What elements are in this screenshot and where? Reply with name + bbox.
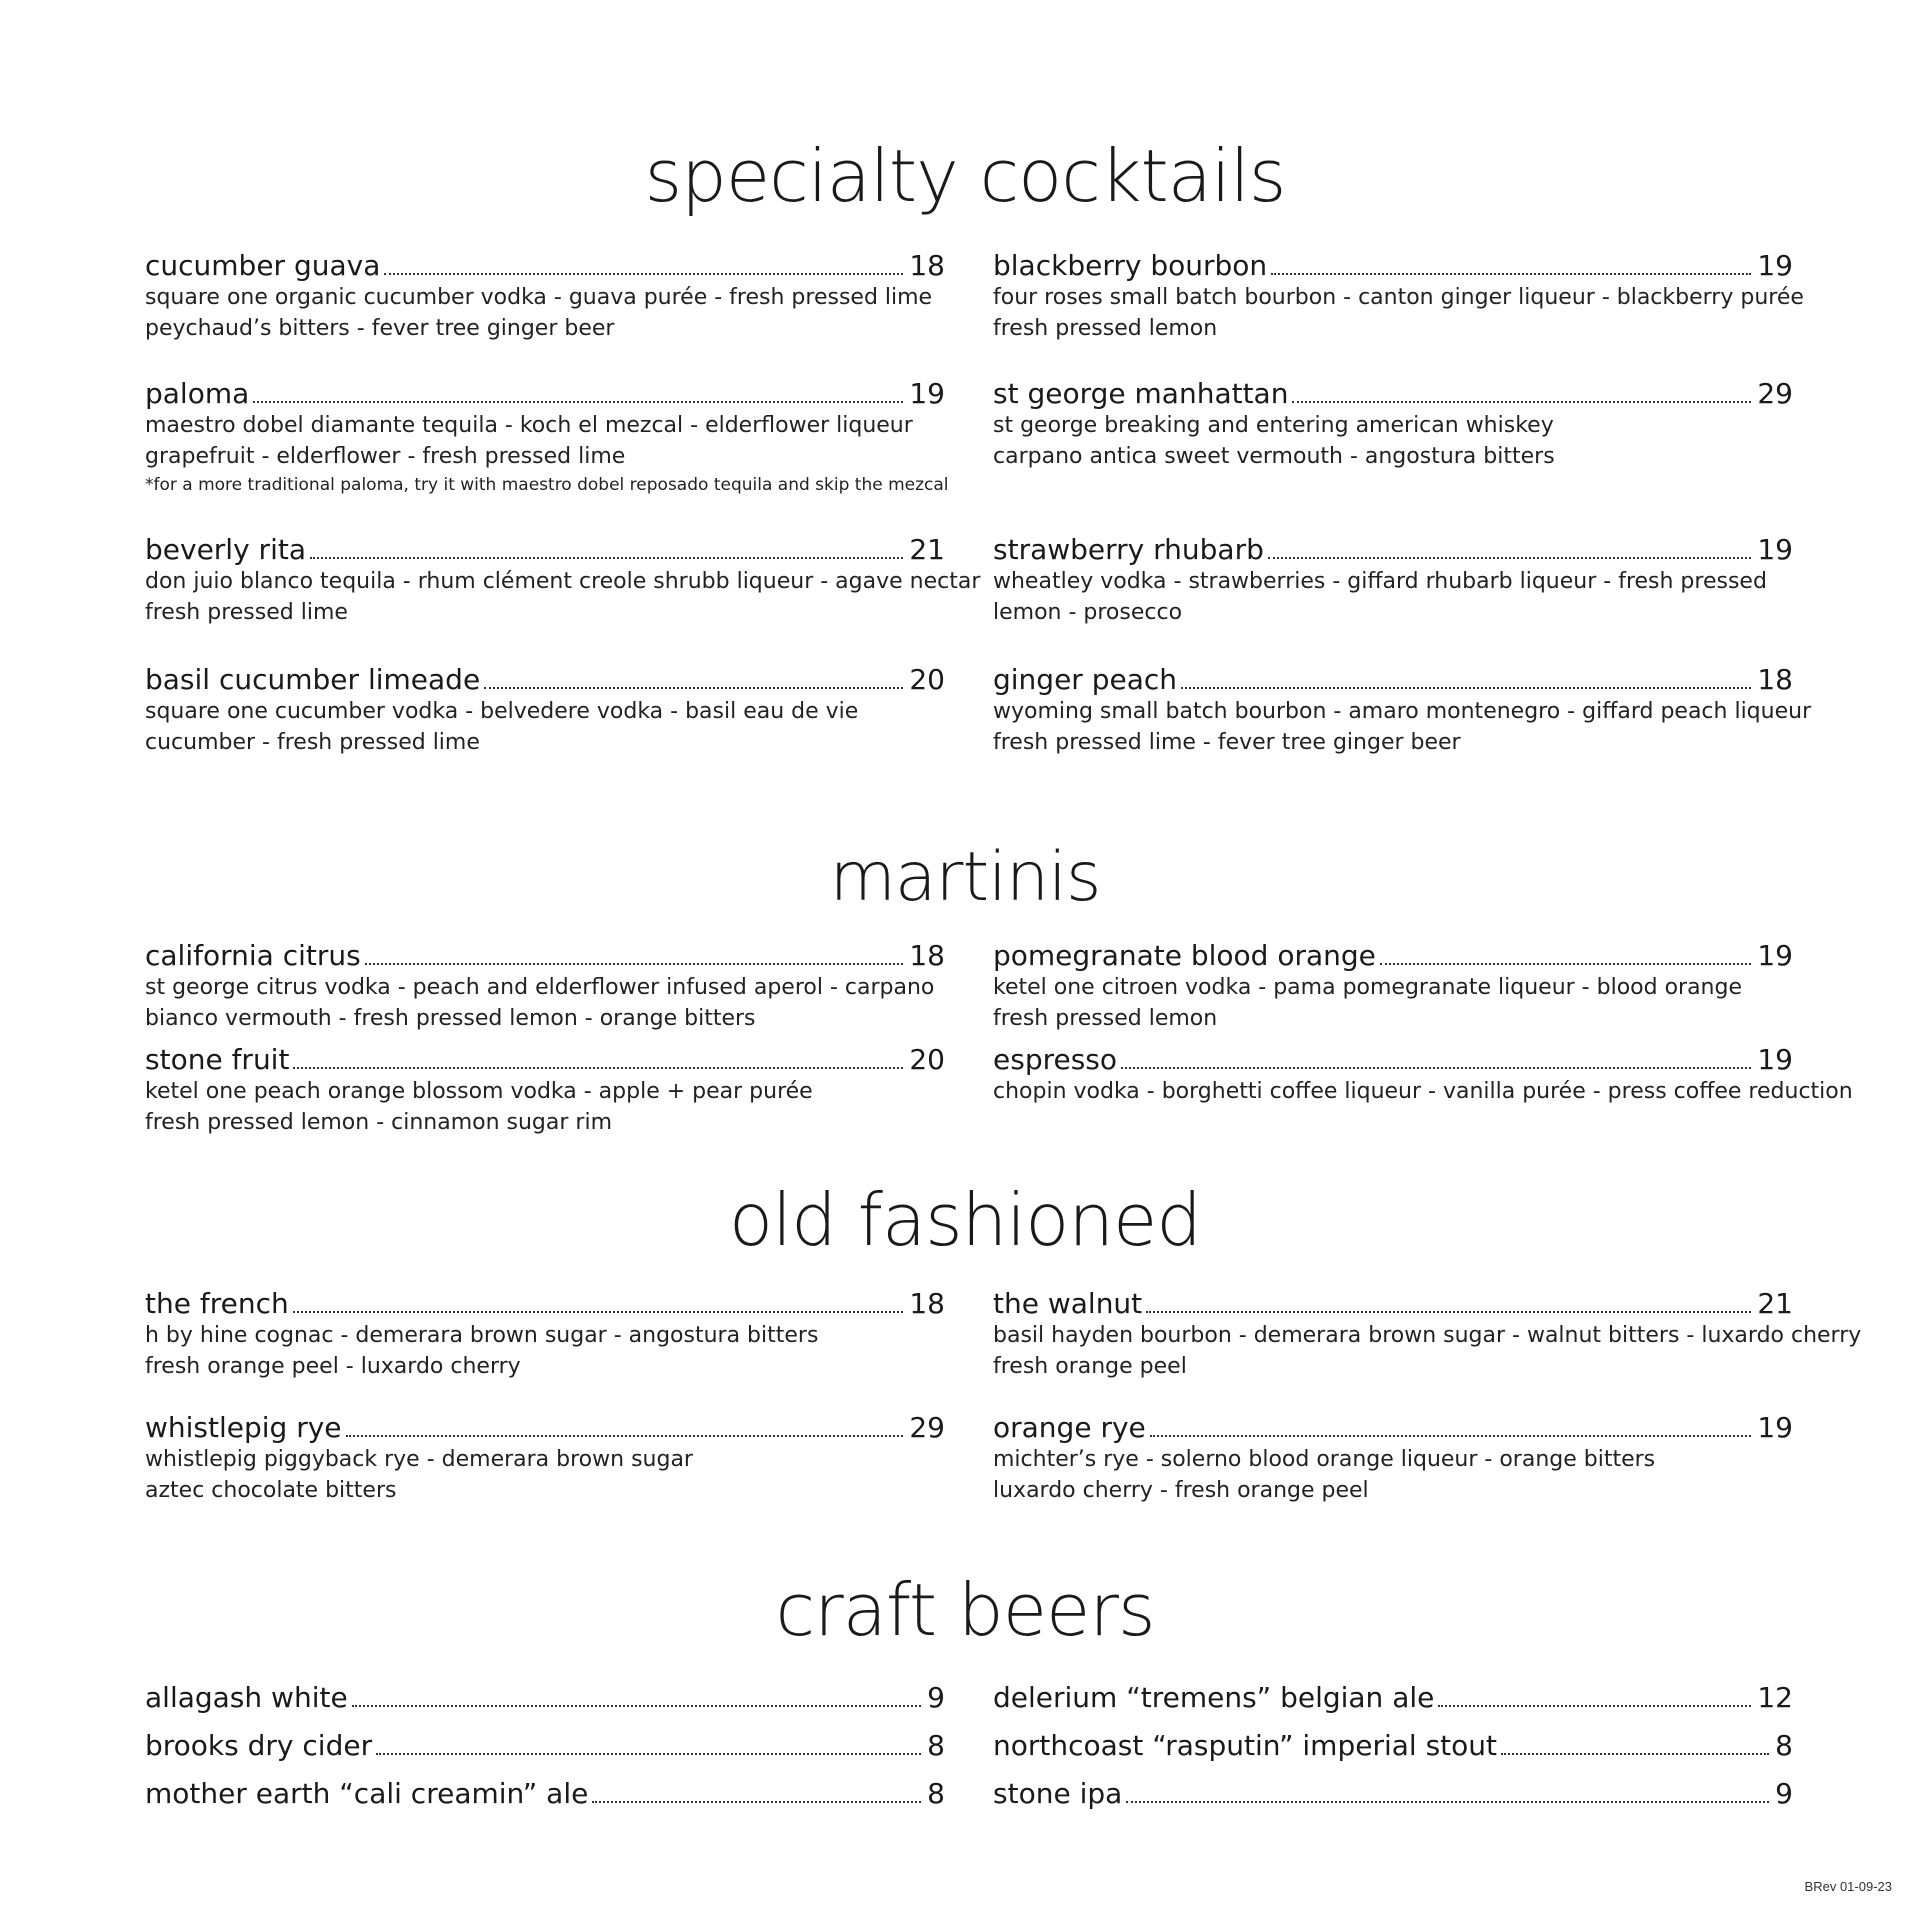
dot-leader [376,1753,921,1755]
craft-beers-grid [145,1682,1793,1811]
menu-item-brooks-dry-cider [145,1730,945,1762]
item-description: whistlepig piggyback rye - demerara brown sugar [145,1447,693,1473]
dot-leader [293,1311,904,1313]
dot-leader [1438,1705,1751,1707]
item-price: 19 [909,378,945,410]
item-description: st george breaking and entering american whiskey [993,413,1554,439]
menu-item-the-walnut [993,1288,1862,1412]
item-price: 9 [927,1682,945,1714]
item-price: 20 [909,664,945,696]
dot-leader [352,1705,922,1707]
item-description: cucumber - fresh pressed lime [145,730,480,756]
item-price: 29 [1757,378,1793,410]
menu-item-mother-earth-cali-creamin [145,1778,945,1810]
item-description: fresh orange peel - luxardo cherry [145,1354,521,1380]
martinis-grid [145,940,1853,1144]
item-description: square one organic cucumber vodka - guava purée - fresh pressed lime [145,285,933,311]
item-description: don juio blanco tequila - rhum clément creole shrubb liqueur - agave nectar [145,569,981,595]
item-description: h by hine cognac - demerara brown sugar - angostura bitters [145,1323,819,1349]
menu-item-orange-rye [993,1412,1793,1512]
item-price: 29 [909,1412,945,1444]
menu-item-ginger-peach [993,664,1812,764]
item-name: espresso [993,1044,1118,1076]
item-description: carpano antica sweet vermouth - angostura bitters [993,444,1555,470]
item-description: st george citrus vodka - peach and elderflower infused aperol - carpano [145,975,935,1001]
item-price: 18 [909,250,945,282]
menu-item-northcoast-rasputin [993,1730,1793,1762]
dot-leader [384,273,903,275]
item-name: st george manhattan [993,378,1289,410]
item-name: strawberry rhubarb [993,534,1264,566]
item-description: fresh orange peel [993,1354,1187,1380]
item-description: peychaud’s bitters - fever tree ginger beer [145,316,615,342]
item-description: lemon - prosecco [993,600,1183,626]
item-description: chopin vodka - borghetti coffee liqueur - vanilla purée - press coffee reduction [993,1079,1853,1105]
item-price: 18 [909,940,945,972]
item-price: 21 [1757,1288,1793,1320]
item-description: basil hayden bourbon - demerara brown sugar - walnut bitters - luxardo cherry [993,1323,1862,1349]
dot-leader [592,1801,921,1803]
item-description: fresh pressed lemon [993,1006,1218,1032]
section-title-craft-beers: craft beers [775,1568,1155,1652]
item-name: blackberry bourbon [993,250,1268,282]
item-price: 12 [1757,1682,1793,1714]
item-name: pomegranate blood orange [993,940,1376,972]
menu-item-basil-cucumber-limeade [145,664,945,764]
section-title-specialty-cocktails: specialty cocktails [644,134,1286,218]
dot-leader [1146,1311,1751,1313]
menu-item-paloma [145,378,949,534]
item-name: stone ipa [993,1778,1123,1811]
menu-item-whistlepig-rye [145,1412,945,1512]
item-description: fresh pressed lime - fever tree ginger beer [993,730,1461,756]
item-name: the french [145,1288,289,1320]
item-price: 18 [909,1288,945,1320]
menu-item-stone-ipa [993,1778,1793,1810]
item-description: luxardo cherry - fresh orange peel [993,1478,1369,1504]
item-name: beverly rita [145,534,306,566]
menu-item-california-citrus [145,940,945,1044]
menu-item-strawberry-rhubarb [993,534,1793,664]
item-name: delerium “tremens” belgian ale [993,1682,1435,1714]
item-price: 18 [1757,664,1793,696]
item-name: northcoast “rasputin” imperial stout [993,1730,1497,1763]
dot-leader [1121,1067,1751,1069]
dot-leader [310,557,903,559]
item-description: aztec chocolate bitters [145,1478,397,1504]
item-description: grapefruit - elderflower - fresh pressed lime [145,444,626,470]
old-fashioned-grid [145,1288,1862,1512]
menu [145,0,1862,1811]
item-description: ketel one citroen vodka - pama pomegranate liqueur - blood orange [993,975,1742,1001]
section-title-martinis: martinis [829,838,1101,917]
item-description: wyoming small batch bourbon - amaro montenegro - giffard peach liqueur [993,699,1812,725]
menu-item-st-george-manhattan [993,378,1793,534]
dot-leader [346,1435,904,1437]
menu-item-blackberry-bourbon [993,250,1804,378]
item-price: 8 [927,1778,945,1811]
item-description: square one cucumber vodka - belvedere vodka - basil eau de vie [145,699,859,725]
item-price: 19 [1757,250,1793,282]
dot-leader [1268,557,1751,559]
dot-leader [1150,1435,1752,1437]
menu-item-pomegranate-blood-orange [993,940,1793,1044]
item-price: 8 [1775,1730,1793,1763]
item-name: orange rye [993,1412,1146,1444]
item-description: ketel one peach orange blossom vodka - apple + pear purée [145,1079,813,1105]
menu-item-delerium-tremens [993,1682,1793,1714]
item-price: 20 [909,1044,945,1076]
dot-leader [365,963,904,965]
item-description: michter’s rye - solerno blood orange liqueur - orange bitters [993,1447,1656,1473]
item-name: basil cucumber limeade [145,664,481,696]
dot-leader [1181,687,1751,689]
item-name: ginger peach [993,664,1178,696]
item-name: california citrus [145,940,361,972]
dot-leader [484,687,903,689]
menu-item-allagash-white [145,1682,945,1714]
item-price: 21 [909,534,945,566]
item-name: whistlepig rye [145,1412,342,1444]
dot-leader [293,1067,903,1069]
item-name: paloma [145,378,250,410]
item-description: fresh pressed lemon [993,316,1218,342]
item-name: allagash white [145,1682,348,1714]
revision-code: BRev 01-09-23 [1804,1879,1892,1894]
item-price: 19 [1757,940,1793,972]
item-name: cucumber guava [145,250,381,282]
menu-item-beverly-rita [145,534,981,664]
item-description: four roses small batch bourbon - canton ginger liqueur - blackberry purée [993,285,1804,311]
item-price: 19 [1757,1412,1793,1444]
dot-leader [253,401,903,403]
menu-item-stone-fruit [145,1044,945,1144]
item-note: *for a more traditional paloma, try it with maestro dobel reposado tequila and skip the mezcal [145,475,949,496]
specialty-cocktails-grid [145,250,1812,764]
item-description: bianco vermouth - fresh pressed lemon - orange bitters [145,1006,756,1032]
dot-leader [1271,273,1751,275]
dot-leader [1380,963,1751,965]
menu-item-espresso [993,1044,1853,1144]
item-description: fresh pressed lime [145,600,348,626]
section-title-old-fashioned: old fashioned [729,1178,1201,1262]
menu-item-the-french [145,1288,945,1412]
menu-item-cucumber-guava [145,250,945,378]
item-name: the walnut [993,1288,1143,1320]
item-price: 9 [1775,1778,1793,1811]
item-description: wheatley vodka - strawberries - giffard rhubarb liqueur - fresh pressed [993,569,1767,595]
item-name: stone fruit [145,1044,290,1076]
item-price: 19 [1757,534,1793,566]
item-price: 19 [1757,1044,1793,1076]
item-price: 8 [927,1730,945,1763]
item-name: mother earth “cali creamin” ale [145,1778,589,1811]
item-name: brooks dry cider [145,1730,373,1763]
dot-leader [1126,1801,1769,1803]
dot-leader [1292,401,1751,403]
item-description: maestro dobel diamante tequila - koch el mezcal - elderflower liqueur [145,413,913,439]
dot-leader [1501,1753,1769,1755]
item-description: fresh pressed lemon - cinnamon sugar rim [145,1110,613,1136]
